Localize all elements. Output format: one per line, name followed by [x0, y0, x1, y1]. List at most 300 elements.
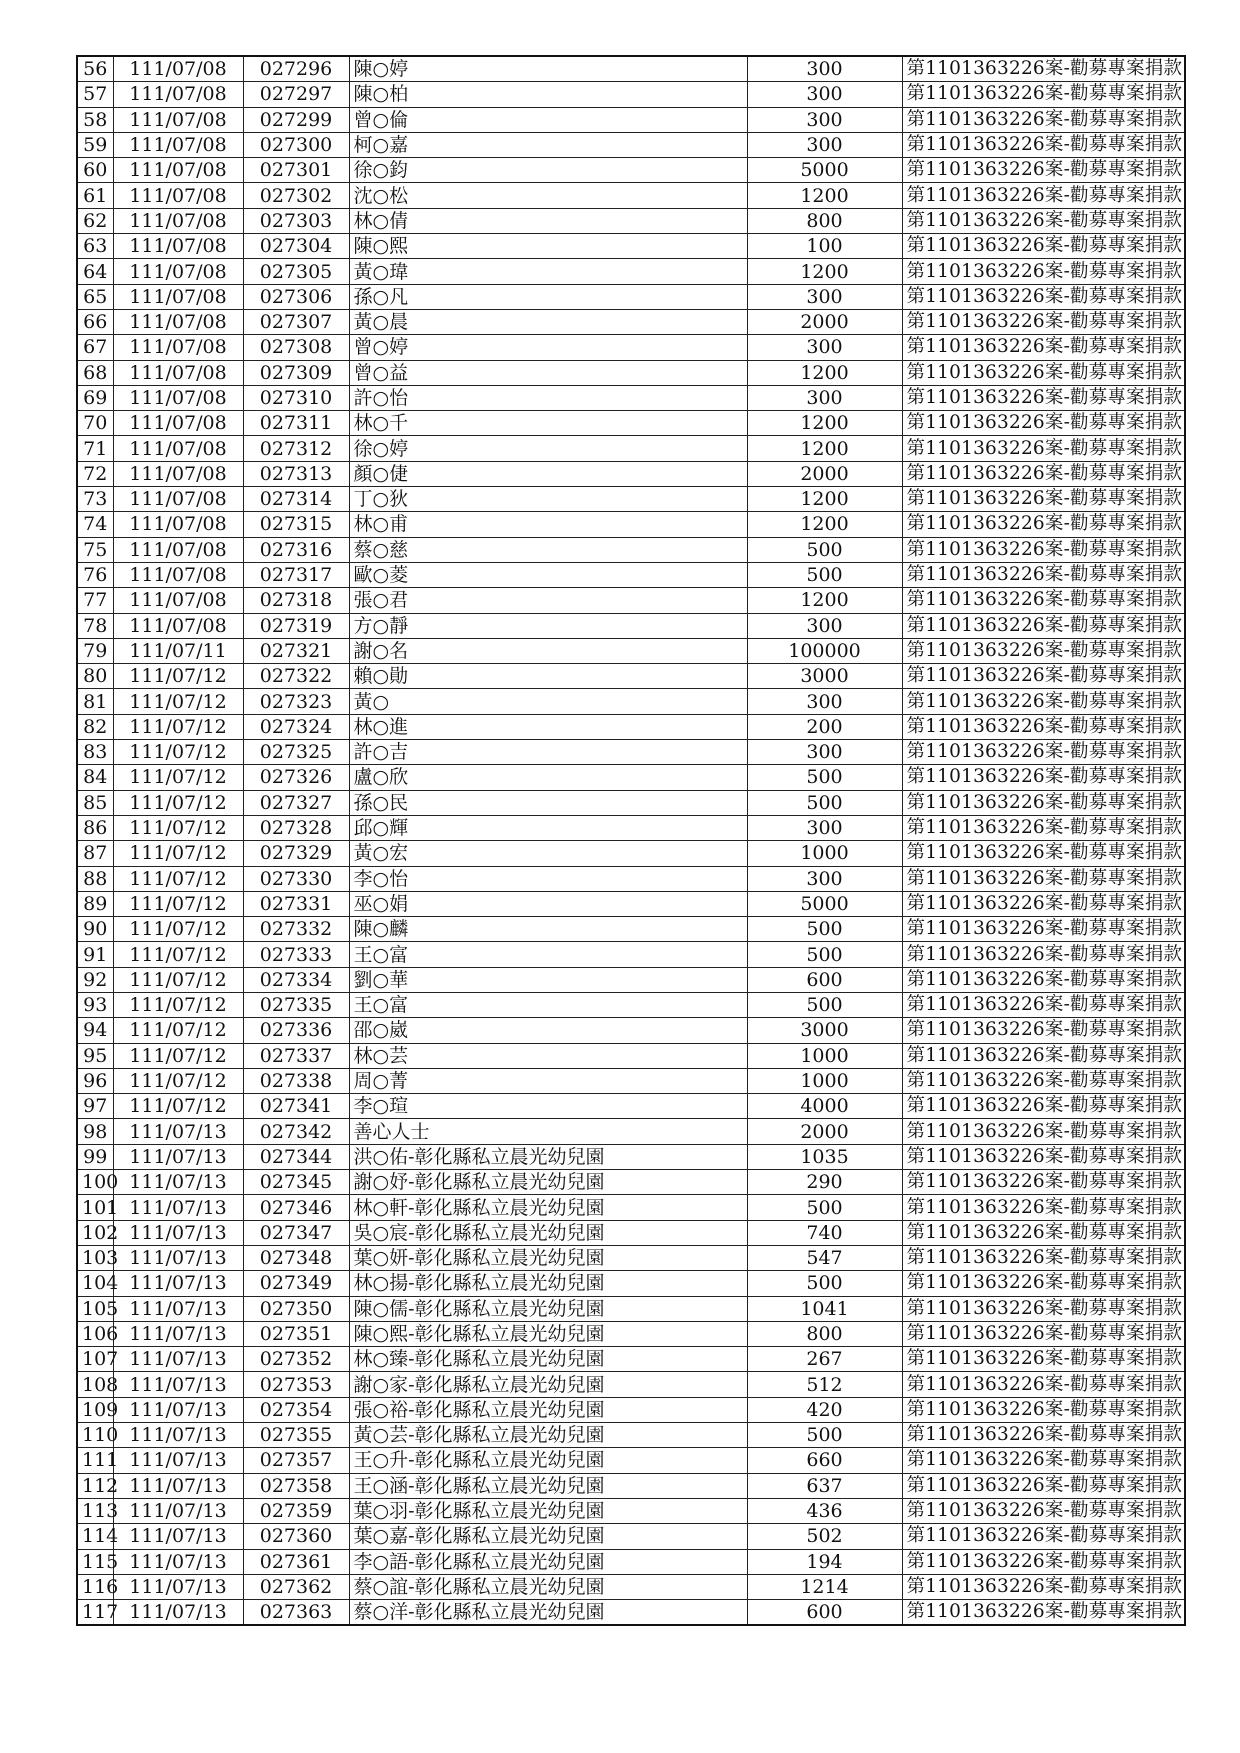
receipt-number-cell: 027318	[243, 588, 349, 613]
row-number-cell: 90	[77, 917, 113, 942]
amount-cell: 502	[747, 1524, 902, 1549]
table-row	[77, 1043, 1185, 1068]
purpose-cell: 第1101363226案-勸募專案捐款	[902, 1397, 1185, 1422]
date-cell: 111/07/12	[113, 917, 243, 942]
amount-cell: 1200	[747, 588, 902, 613]
table-row	[77, 1600, 1185, 1626]
receipt-number-cell: 027358	[243, 1473, 349, 1498]
table-row	[77, 1094, 1185, 1119]
amount-cell: 420	[747, 1397, 902, 1422]
receipt-number-cell: 027310	[243, 385, 349, 410]
table-row	[77, 942, 1185, 967]
amount-cell: 2000	[747, 309, 902, 334]
receipt-number-cell: 027347	[243, 1220, 349, 1245]
amount-cell: 300	[747, 132, 902, 157]
amount-cell: 5000	[747, 891, 902, 916]
table-row	[77, 638, 1185, 663]
receipt-number-cell: 027362	[243, 1574, 349, 1599]
receipt-number-cell: 027326	[243, 765, 349, 790]
purpose-cell: 第1101363226案-勸募專案捐款	[902, 967, 1185, 992]
table-row	[77, 1068, 1185, 1093]
row-number-cell: 100	[77, 1170, 113, 1195]
row-number-cell: 93	[77, 992, 113, 1017]
amount-cell: 300	[747, 82, 902, 107]
table-row	[77, 1498, 1185, 1523]
amount-cell: 1200	[747, 183, 902, 208]
donor-name-cell: 黃○芸-彰化縣私立晨光幼兒園	[349, 1423, 747, 1448]
donor-name-cell: 柯○嘉	[349, 132, 747, 157]
row-number-cell: 112	[77, 1473, 113, 1498]
row-number-cell: 58	[77, 107, 113, 132]
purpose-cell: 第1101363226案-勸募專案捐款	[902, 1144, 1185, 1169]
date-cell: 111/07/13	[113, 1524, 243, 1549]
row-number-cell: 103	[77, 1245, 113, 1270]
row-number-cell: 80	[77, 664, 113, 689]
date-cell: 111/07/12	[113, 891, 243, 916]
date-cell: 111/07/08	[113, 183, 243, 208]
row-number-cell: 65	[77, 284, 113, 309]
purpose-cell: 第1101363226案-勸募專案捐款	[902, 1524, 1185, 1549]
purpose-cell: 第1101363226案-勸募專案捐款	[902, 284, 1185, 309]
donor-name-cell: 吳○宸-彰化縣私立晨光幼兒園	[349, 1220, 747, 1245]
purpose-cell: 第1101363226案-勸募專案捐款	[902, 714, 1185, 739]
donor-name-cell: 曾○益	[349, 360, 747, 385]
donor-name-cell: 曾○婷	[349, 335, 747, 360]
donor-name-cell: 陳○婷	[349, 56, 747, 82]
table-row	[77, 1448, 1185, 1473]
receipt-number-cell: 027331	[243, 891, 349, 916]
donor-name-cell: 徐○鈞	[349, 158, 747, 183]
donor-name-cell: 王○升-彰化縣私立晨光幼兒園	[349, 1448, 747, 1473]
date-cell: 111/07/13	[113, 1220, 243, 1245]
date-cell: 111/07/12	[113, 664, 243, 689]
date-cell: 111/07/08	[113, 259, 243, 284]
receipt-number-cell: 027308	[243, 335, 349, 360]
date-cell: 111/07/13	[113, 1473, 243, 1498]
row-number-cell: 78	[77, 613, 113, 638]
purpose-cell: 第1101363226案-勸募專案捐款	[902, 461, 1185, 486]
amount-cell: 500	[747, 562, 902, 587]
table-row	[77, 588, 1185, 613]
purpose-cell: 第1101363226案-勸募專案捐款	[902, 411, 1185, 436]
table-row	[77, 461, 1185, 486]
amount-cell: 1214	[747, 1574, 902, 1599]
purpose-cell: 第1101363226案-勸募專案捐款	[902, 82, 1185, 107]
amount-cell: 1200	[747, 436, 902, 461]
amount-cell: 740	[747, 1220, 902, 1245]
receipt-number-cell: 027306	[243, 284, 349, 309]
row-number-cell: 96	[77, 1068, 113, 1093]
receipt-number-cell: 027303	[243, 208, 349, 233]
receipt-number-cell: 027349	[243, 1271, 349, 1296]
row-number-cell: 82	[77, 714, 113, 739]
amount-cell: 1200	[747, 411, 902, 436]
receipt-number-cell: 027305	[243, 259, 349, 284]
donor-name-cell: 蔡○洋-彰化縣私立晨光幼兒園	[349, 1600, 747, 1626]
receipt-number-cell: 027330	[243, 866, 349, 891]
table-row	[77, 1144, 1185, 1169]
amount-cell: 300	[747, 613, 902, 638]
row-number-cell: 106	[77, 1321, 113, 1346]
receipt-number-cell: 027313	[243, 461, 349, 486]
purpose-cell: 第1101363226案-勸募專案捐款	[902, 1574, 1185, 1599]
purpose-cell: 第1101363226案-勸募專案捐款	[902, 841, 1185, 866]
table-row	[77, 1574, 1185, 1599]
table-row	[77, 537, 1185, 562]
row-number-cell: 95	[77, 1043, 113, 1068]
date-cell: 111/07/12	[113, 815, 243, 840]
receipt-number-cell: 027332	[243, 917, 349, 942]
date-cell: 111/07/13	[113, 1574, 243, 1599]
table-row	[77, 1220, 1185, 1245]
receipt-number-cell: 027338	[243, 1068, 349, 1093]
purpose-cell: 第1101363226案-勸募專案捐款	[902, 1195, 1185, 1220]
date-cell: 111/07/13	[113, 1397, 243, 1422]
row-number-cell: 102	[77, 1220, 113, 1245]
donor-name-cell: 黃○晨	[349, 309, 747, 334]
receipt-number-cell: 027341	[243, 1094, 349, 1119]
receipt-number-cell: 027328	[243, 815, 349, 840]
amount-cell: 512	[747, 1372, 902, 1397]
donor-name-cell: 陳○熙-彰化縣私立晨光幼兒園	[349, 1321, 747, 1346]
donor-name-cell: 陳○熙	[349, 234, 747, 259]
date-cell: 111/07/08	[113, 588, 243, 613]
receipt-number-cell: 027314	[243, 487, 349, 512]
date-cell: 111/07/08	[113, 208, 243, 233]
receipt-number-cell: 027297	[243, 82, 349, 107]
date-cell: 111/07/08	[113, 487, 243, 512]
purpose-cell: 第1101363226案-勸募專案捐款	[902, 1423, 1185, 1448]
date-cell: 111/07/13	[113, 1271, 243, 1296]
date-cell: 111/07/08	[113, 158, 243, 183]
donor-name-cell: 林○臻-彰化縣私立晨光幼兒園	[349, 1347, 747, 1372]
donor-name-cell: 顏○倢	[349, 461, 747, 486]
amount-cell: 300	[747, 815, 902, 840]
purpose-cell: 第1101363226案-勸募專案捐款	[902, 942, 1185, 967]
purpose-cell: 第1101363226案-勸募專案捐款	[902, 259, 1185, 284]
amount-cell: 5000	[747, 158, 902, 183]
date-cell: 111/07/13	[113, 1498, 243, 1523]
donor-name-cell: 洪○佑-彰化縣私立晨光幼兒園	[349, 1144, 747, 1169]
row-number-cell: 67	[77, 335, 113, 360]
table-row	[77, 1321, 1185, 1346]
receipt-number-cell: 027336	[243, 1018, 349, 1043]
purpose-cell: 第1101363226案-勸募專案捐款	[902, 866, 1185, 891]
row-number-cell: 63	[77, 234, 113, 259]
purpose-cell: 第1101363226案-勸募專案捐款	[902, 1119, 1185, 1144]
row-number-cell: 75	[77, 537, 113, 562]
amount-cell: 300	[747, 56, 902, 82]
donor-name-cell: 盧○欣	[349, 765, 747, 790]
row-number-cell: 76	[77, 562, 113, 587]
table-row	[77, 512, 1185, 537]
donor-name-cell: 丁○狄	[349, 487, 747, 512]
purpose-cell: 第1101363226案-勸募專案捐款	[902, 1220, 1185, 1245]
receipt-number-cell: 027360	[243, 1524, 349, 1549]
table-row	[77, 992, 1185, 1017]
table-row	[77, 1347, 1185, 1372]
donor-name-cell: 孫○民	[349, 790, 747, 815]
receipt-number-cell: 027322	[243, 664, 349, 689]
donor-name-cell: 張○君	[349, 588, 747, 613]
purpose-cell: 第1101363226案-勸募專案捐款	[902, 1321, 1185, 1346]
receipt-number-cell: 027352	[243, 1347, 349, 1372]
donor-name-cell: 黃○宏	[349, 841, 747, 866]
purpose-cell: 第1101363226案-勸募專案捐款	[902, 1600, 1185, 1626]
row-number-cell: 56	[77, 56, 113, 82]
date-cell: 111/07/12	[113, 866, 243, 891]
date-cell: 111/07/13	[113, 1144, 243, 1169]
receipt-number-cell: 027346	[243, 1195, 349, 1220]
purpose-cell: 第1101363226案-勸募專案捐款	[902, 335, 1185, 360]
amount-cell: 300	[747, 689, 902, 714]
amount-cell: 1000	[747, 1043, 902, 1068]
row-number-cell: 115	[77, 1549, 113, 1574]
receipt-number-cell: 027357	[243, 1448, 349, 1473]
table-row	[77, 740, 1185, 765]
receipt-number-cell: 027304	[243, 234, 349, 259]
date-cell: 111/07/12	[113, 967, 243, 992]
row-number-cell: 74	[77, 512, 113, 537]
amount-cell: 500	[747, 917, 902, 942]
row-number-cell: 57	[77, 82, 113, 107]
row-number-cell: 86	[77, 815, 113, 840]
purpose-cell: 第1101363226案-勸募專案捐款	[902, 1043, 1185, 1068]
donor-name-cell: 林○千	[349, 411, 747, 436]
amount-cell: 1035	[747, 1144, 902, 1169]
row-number-cell: 98	[77, 1119, 113, 1144]
table-row	[77, 1018, 1185, 1043]
table-row	[77, 183, 1185, 208]
purpose-cell: 第1101363226案-勸募專案捐款	[902, 1245, 1185, 1270]
donor-name-cell: 謝○妤-彰化縣私立晨光幼兒園	[349, 1170, 747, 1195]
donor-name-cell: 沈○松	[349, 183, 747, 208]
donor-name-cell: 李○瑄	[349, 1094, 747, 1119]
purpose-cell: 第1101363226案-勸募專案捐款	[902, 1372, 1185, 1397]
table-row	[77, 1397, 1185, 1422]
ledger-body	[77, 56, 1185, 1625]
amount-cell: 500	[747, 765, 902, 790]
amount-cell: 4000	[747, 1094, 902, 1119]
row-number-cell: 114	[77, 1524, 113, 1549]
donor-name-cell: 李○語-彰化縣私立晨光幼兒園	[349, 1549, 747, 1574]
donor-name-cell: 林○軒-彰化縣私立晨光幼兒園	[349, 1195, 747, 1220]
purpose-cell: 第1101363226案-勸募專案捐款	[902, 562, 1185, 587]
table-row	[77, 1296, 1185, 1321]
date-cell: 111/07/13	[113, 1195, 243, 1220]
row-number-cell: 111	[77, 1448, 113, 1473]
donor-name-cell: 周○菁	[349, 1068, 747, 1093]
donor-name-cell: 善心人士	[349, 1119, 747, 1144]
purpose-cell: 第1101363226案-勸募專案捐款	[902, 1347, 1185, 1372]
amount-cell: 1200	[747, 487, 902, 512]
date-cell: 111/07/12	[113, 790, 243, 815]
receipt-number-cell: 027361	[243, 1549, 349, 1574]
amount-cell: 1000	[747, 1068, 902, 1093]
purpose-cell: 第1101363226案-勸募專案捐款	[902, 638, 1185, 663]
receipt-number-cell: 027301	[243, 158, 349, 183]
amount-cell: 200	[747, 714, 902, 739]
purpose-cell: 第1101363226案-勸募專案捐款	[902, 487, 1185, 512]
donor-name-cell: 蔡○誼-彰化縣私立晨光幼兒園	[349, 1574, 747, 1599]
donor-name-cell: 劉○華	[349, 967, 747, 992]
date-cell: 111/07/13	[113, 1321, 243, 1346]
receipt-number-cell: 027325	[243, 740, 349, 765]
date-cell: 111/07/12	[113, 841, 243, 866]
date-cell: 111/07/12	[113, 740, 243, 765]
row-number-cell: 73	[77, 487, 113, 512]
amount-cell: 100000	[747, 638, 902, 663]
amount-cell: 3000	[747, 664, 902, 689]
table-row	[77, 841, 1185, 866]
date-cell: 111/07/08	[113, 82, 243, 107]
purpose-cell: 第1101363226案-勸募專案捐款	[902, 917, 1185, 942]
amount-cell: 300	[747, 335, 902, 360]
amount-cell: 1200	[747, 259, 902, 284]
table-row	[77, 1245, 1185, 1270]
donor-name-cell: 蔡○慈	[349, 537, 747, 562]
purpose-cell: 第1101363226案-勸募專案捐款	[902, 208, 1185, 233]
amount-cell: 300	[747, 866, 902, 891]
table-row	[77, 284, 1185, 309]
receipt-number-cell: 027300	[243, 132, 349, 157]
receipt-number-cell: 027337	[243, 1043, 349, 1068]
amount-cell: 267	[747, 1347, 902, 1372]
donor-name-cell: 李○怡	[349, 866, 747, 891]
row-number-cell: 61	[77, 183, 113, 208]
amount-cell: 1041	[747, 1296, 902, 1321]
donor-name-cell: 方○靜	[349, 613, 747, 638]
amount-cell: 547	[747, 1245, 902, 1270]
date-cell: 111/07/08	[113, 234, 243, 259]
row-number-cell: 72	[77, 461, 113, 486]
table-row	[77, 714, 1185, 739]
receipt-number-cell: 027312	[243, 436, 349, 461]
date-cell: 111/07/13	[113, 1423, 243, 1448]
donor-name-cell: 林○揚-彰化縣私立晨光幼兒園	[349, 1271, 747, 1296]
donor-name-cell: 林○倩	[349, 208, 747, 233]
amount-cell: 660	[747, 1448, 902, 1473]
purpose-cell: 第1101363226案-勸募專案捐款	[902, 1448, 1185, 1473]
amount-cell: 500	[747, 1271, 902, 1296]
table-row	[77, 436, 1185, 461]
row-number-cell: 88	[77, 866, 113, 891]
date-cell: 111/07/13	[113, 1245, 243, 1270]
amount-cell: 600	[747, 967, 902, 992]
purpose-cell: 第1101363226案-勸募專案捐款	[902, 158, 1185, 183]
table-row	[77, 917, 1185, 942]
donor-name-cell: 邵○崴	[349, 1018, 747, 1043]
amount-cell: 500	[747, 992, 902, 1017]
amount-cell: 1200	[747, 360, 902, 385]
row-number-cell: 85	[77, 790, 113, 815]
table-row	[77, 1524, 1185, 1549]
donor-name-cell: 陳○柏	[349, 82, 747, 107]
table-row	[77, 56, 1185, 82]
donor-name-cell: 林○甫	[349, 512, 747, 537]
row-number-cell: 62	[77, 208, 113, 233]
receipt-number-cell: 027342	[243, 1119, 349, 1144]
date-cell: 111/07/12	[113, 942, 243, 967]
table-row	[77, 1549, 1185, 1574]
table-row	[77, 562, 1185, 587]
donor-name-cell: 孫○凡	[349, 284, 747, 309]
table-row	[77, 132, 1185, 157]
donor-name-cell: 張○裕-彰化縣私立晨光幼兒園	[349, 1397, 747, 1422]
row-number-cell: 66	[77, 309, 113, 334]
purpose-cell: 第1101363226案-勸募專案捐款	[902, 765, 1185, 790]
row-number-cell: 116	[77, 1574, 113, 1599]
amount-cell: 3000	[747, 1018, 902, 1043]
date-cell: 111/07/08	[113, 562, 243, 587]
row-number-cell: 97	[77, 1094, 113, 1119]
date-cell: 111/07/13	[113, 1372, 243, 1397]
row-number-cell: 79	[77, 638, 113, 663]
purpose-cell: 第1101363226案-勸募專案捐款	[902, 512, 1185, 537]
date-cell: 111/07/12	[113, 765, 243, 790]
date-cell: 111/07/12	[113, 1018, 243, 1043]
donor-name-cell: 賴○勛	[349, 664, 747, 689]
date-cell: 111/07/08	[113, 461, 243, 486]
donor-name-cell: 邱○輝	[349, 815, 747, 840]
donor-name-cell: 徐○婷	[349, 436, 747, 461]
row-number-cell: 60	[77, 158, 113, 183]
row-number-cell: 91	[77, 942, 113, 967]
donor-name-cell: 王○富	[349, 992, 747, 1017]
row-number-cell: 64	[77, 259, 113, 284]
donor-name-cell: 陳○麟	[349, 917, 747, 942]
purpose-cell: 第1101363226案-勸募專案捐款	[902, 56, 1185, 82]
amount-cell: 800	[747, 208, 902, 233]
row-number-cell: 84	[77, 765, 113, 790]
donor-name-cell: 葉○羽-彰化縣私立晨光幼兒園	[349, 1498, 747, 1523]
date-cell: 111/07/12	[113, 1068, 243, 1093]
table-row	[77, 1119, 1185, 1144]
row-number-cell: 105	[77, 1296, 113, 1321]
receipt-number-cell: 027321	[243, 638, 349, 663]
receipt-number-cell: 027350	[243, 1296, 349, 1321]
row-number-cell: 87	[77, 841, 113, 866]
date-cell: 111/07/13	[113, 1296, 243, 1321]
donor-name-cell: 許○怡	[349, 385, 747, 410]
purpose-cell: 第1101363226案-勸募專案捐款	[902, 436, 1185, 461]
receipt-number-cell: 027344	[243, 1144, 349, 1169]
table-row	[77, 866, 1185, 891]
row-number-cell: 81	[77, 689, 113, 714]
purpose-cell: 第1101363226案-勸募專案捐款	[902, 891, 1185, 916]
row-number-cell: 107	[77, 1347, 113, 1372]
table-row	[77, 1423, 1185, 1448]
date-cell: 111/07/11	[113, 638, 243, 663]
purpose-cell: 第1101363226案-勸募專案捐款	[902, 992, 1185, 1017]
table-row	[77, 1372, 1185, 1397]
row-number-cell: 99	[77, 1144, 113, 1169]
purpose-cell: 第1101363226案-勸募專案捐款	[902, 360, 1185, 385]
row-number-cell: 69	[77, 385, 113, 410]
date-cell: 111/07/08	[113, 309, 243, 334]
purpose-cell: 第1101363226案-勸募專案捐款	[902, 1296, 1185, 1321]
table-row	[77, 360, 1185, 385]
date-cell: 111/07/08	[113, 335, 243, 360]
table-row	[77, 385, 1185, 410]
purpose-cell: 第1101363226案-勸募專案捐款	[902, 790, 1185, 815]
purpose-cell: 第1101363226案-勸募專案捐款	[902, 309, 1185, 334]
donor-name-cell: 王○涵-彰化縣私立晨光幼兒園	[349, 1473, 747, 1498]
receipt-number-cell: 027353	[243, 1372, 349, 1397]
donor-name-cell: 黃○	[349, 689, 747, 714]
purpose-cell: 第1101363226案-勸募專案捐款	[902, 1094, 1185, 1119]
table-row	[77, 1170, 1185, 1195]
